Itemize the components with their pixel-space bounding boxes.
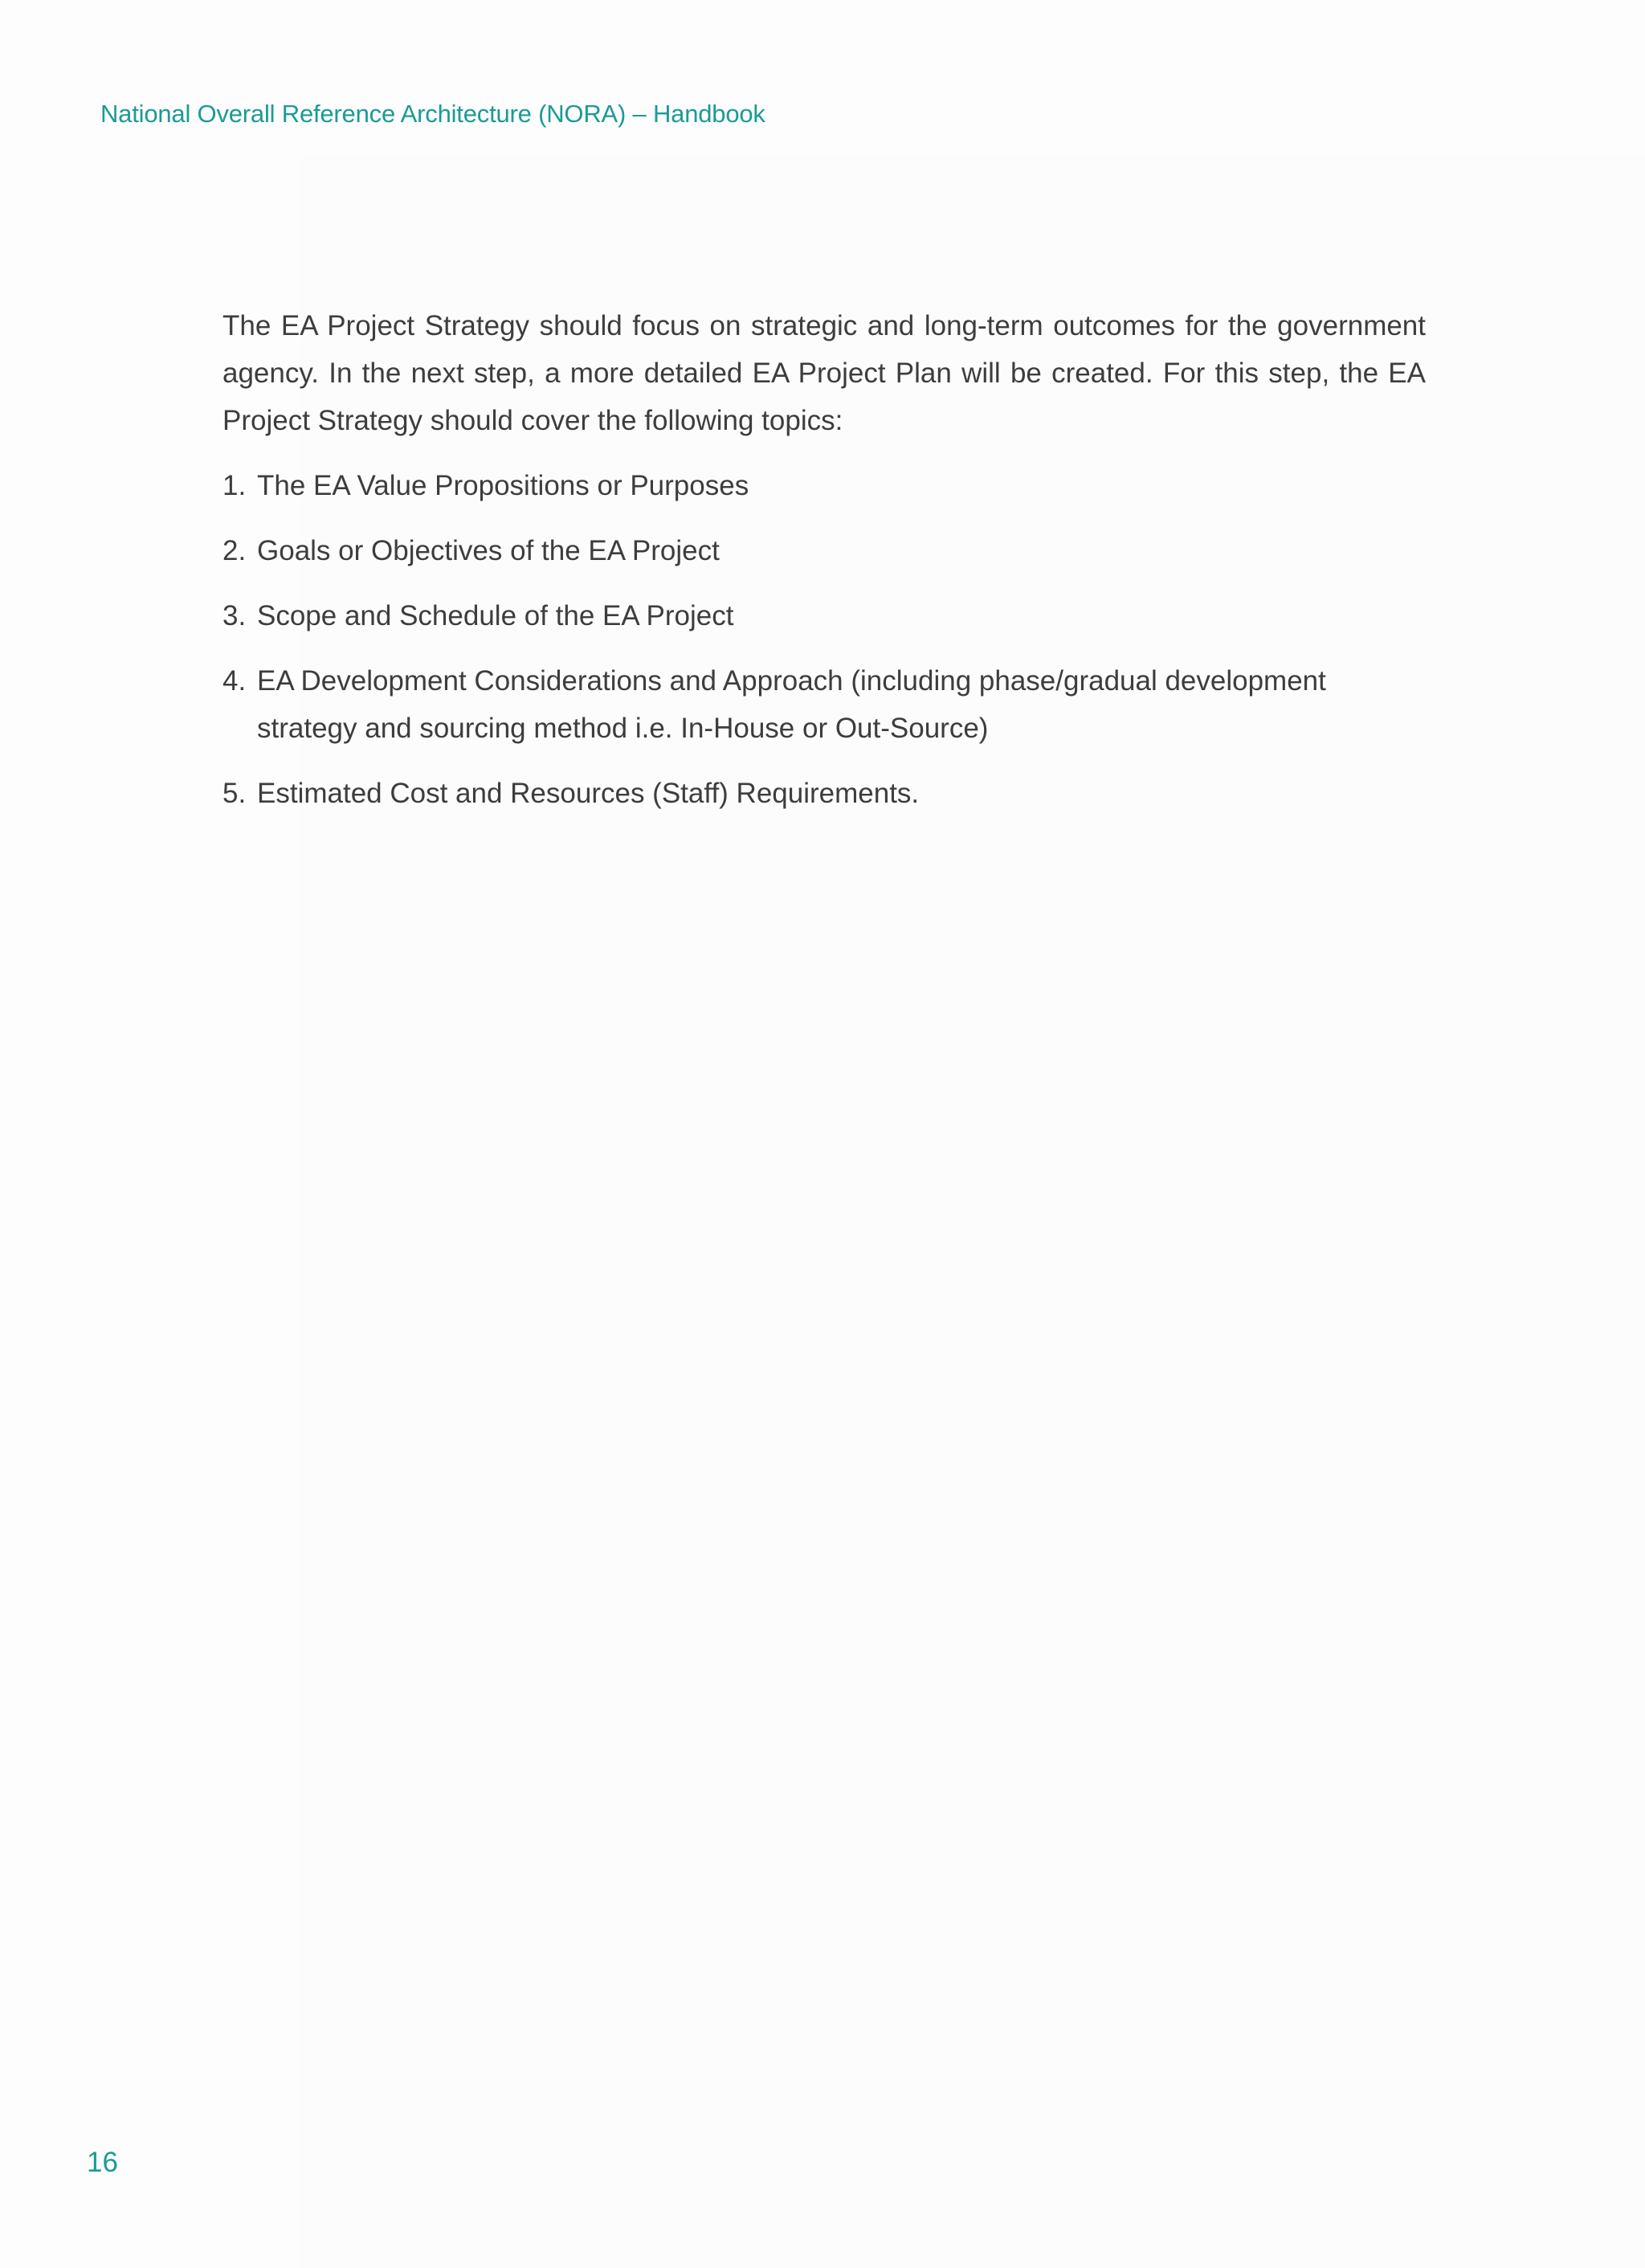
intro-paragraph: The EA Project Strategy should focus on strategic and long-term outcomes for the government agency. In the next step, a more detailed EA Project Plan will be created. For this step, the EA Project Strategy should cover the following topics: [222,310,1426,436]
list-item [222,462,1426,509]
list-item-number: 4. [222,665,247,697]
topic-list [222,462,1426,817]
list-item-number: 3. [222,600,247,631]
list-item-text: Scope and Schedule of the EA Project [257,600,734,631]
list-item-number: 1. [222,470,247,501]
list-item-text: Estimated Cost and Resources (Staff) Requirements. [257,778,920,809]
list-item-text: EA Development Considerations and Approach (including phase/gradual development strategy and sourcing method i.e. In-House or Out-Source) [257,665,1326,744]
list-item [222,657,1426,752]
list-item-number: 2. [222,535,247,566]
list-item [222,592,1426,640]
list-item [222,770,1426,817]
list-item-number: 5. [222,778,247,809]
list-item-text: Goals or Objectives of the EA Project [257,535,720,566]
page-number: 16 [87,2147,118,2178]
main-content [222,302,1426,835]
running-header: National Overall Reference Architecture (NORA) – Handbook [100,100,765,128]
list-item [222,527,1426,574]
list-item-text: The EA Value Propositions or Purposes [257,470,749,501]
